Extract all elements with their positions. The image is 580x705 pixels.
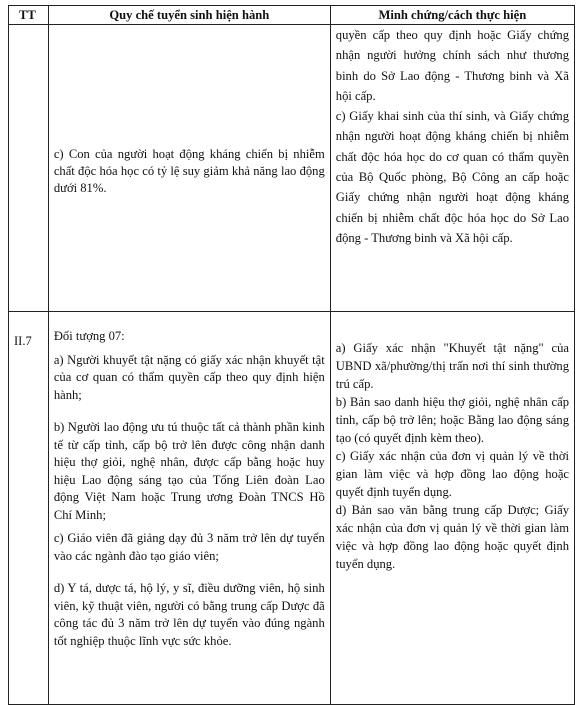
header-policy: Quy chế tuyển sinh hiện hành xyxy=(48,6,330,25)
regulation-table xyxy=(8,5,575,705)
row2-evidence xyxy=(330,312,574,705)
header-row xyxy=(9,6,575,25)
row2-title: Đối tượng 07: xyxy=(53,329,125,343)
table-row xyxy=(9,312,575,705)
row1-policy xyxy=(48,25,330,312)
header-tt: TT xyxy=(9,6,49,25)
row2-policy-b: b) Người lao động ưu tú thuộc tất cả thành phần kinh tế từ cấp tỉnh, cấp bộ trở lên được công nhận danh hiệu thợ giỏi, nghệ nhân, được cấp bằng hoặc huy hiệu Lao động sáng tạo của Tổng Liên đoàn Lao động Việt Nam hoặc Trung ương Đoàn TNCS Hồ Chí Minh; xyxy=(53,420,325,522)
row2-policy-c: c) Giáo viên đã giảng dạy đủ 3 năm trở lên dự tuyển vào các ngành đào tạo giáo viên; xyxy=(53,531,325,563)
table-row xyxy=(9,25,575,312)
row2-policy xyxy=(48,312,330,705)
row2-evidence-d: d) Bản sao văn bằng trung cấp Dược; Giấy xác nhận của đơn vị quản lý về thời gian làm việc và hợp đồng lao động hoặc quyết định tuyển dụng. xyxy=(335,503,569,571)
row1-tt xyxy=(9,25,49,312)
row2-evidence-b: b) Bản sao danh hiệu thợ giỏi, nghệ nhân cấp tỉnh, cấp bộ trở lên; hoặc Bằng lao động sáng tạo (có quyết định kèm theo). xyxy=(335,395,569,445)
row1-evidence xyxy=(330,25,574,312)
row2-policy-d: d) Y tá, dược tá, hộ lý, y sĩ, điều dưỡng viên, hộ sinh viên, kỹ thuật viên, người có bằng trung cấp Dược đã công tác đủ 3 năm trở lên dự tuyển vào đúng ngành tốt nghiệp thuộc lĩnh vực sức khỏe. xyxy=(53,581,325,648)
row2-evidence-a: a) Giấy xác nhận "Khuyết tật nặng" của UBND xã/phường/thị trấn nơi thí sinh thường trú cấp. xyxy=(335,341,569,391)
row2-policy-a: a) Người khuyết tật nặng có giấy xác nhận khuyết tật của cơ quan có thẩm quyền cấp theo quy định hiện hành; xyxy=(53,352,325,402)
row2-tt: II.7 xyxy=(9,312,49,705)
row1-policy-c: c) Con của người hoạt động kháng chiến bị nhiễm chất độc hóa học có tỷ lệ suy giảm khả năng lao động dưới 81%. xyxy=(53,146,325,195)
row2-evidence-c: c) Giấy xác nhận của đơn vị quản lý về thời gian làm việc và hợp đồng lao động hoặc quyết định tuyển dụng. xyxy=(335,449,569,499)
header-evidence: Minh chứng/cách thực hiện xyxy=(330,6,574,25)
row1-evidence-cont: quyền cấp theo quy định hoặc Giấy chứng nhận người hưởng chính sách như thương binh do Sở Lao động - Thương binh và Xã hội cấp. xyxy=(335,28,569,103)
row1-evidence-c: c) Giấy khai sinh của thí sinh, và Giấy chứng nhận người hoạt động kháng chiến bị nhiễm chất độc hóa học do cơ quan có thẩm quyền của Bộ Quốc phòng, Bộ Công an cấp hoặc Giấy chứng nhận người hoạt động kháng chiến bị nhiễm chất độc hóa học do Sở Lao động - Thương binh và Xã hội cấp. xyxy=(335,109,569,245)
